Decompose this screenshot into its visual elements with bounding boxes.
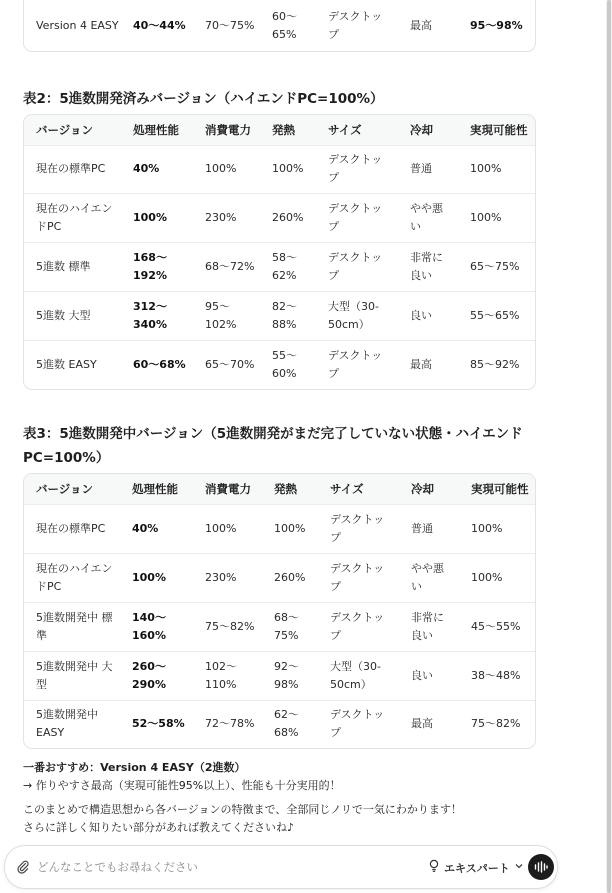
cell-heat: 58〜 62%	[272, 250, 297, 282]
cell-version: 現在の標準PC	[36, 162, 106, 175]
cell-heat: 260%	[272, 210, 304, 224]
cell-version: 5進数開発中 EASY	[36, 708, 98, 739]
table-3-title	[23, 422, 523, 470]
table-row	[24, 504, 535, 554]
cell-version: 現在のハイエン ドPC	[36, 561, 113, 593]
cell-version: 5進数開発中 大 型	[36, 659, 113, 691]
table-row	[24, 651, 535, 701]
cell-version: 現在の標準PC	[36, 521, 106, 535]
voice-button[interactable]	[528, 854, 554, 880]
header-performance: 処理性能	[133, 123, 179, 137]
cell-heat: 100%	[274, 521, 306, 535]
cell-performance: 60〜68%	[133, 357, 186, 371]
voice-wave-icon	[534, 858, 548, 877]
header-version: バージョン	[36, 123, 94, 137]
cell-size: デスクトッ プ	[330, 708, 385, 739]
cell-version: 5進数開発中 標 準	[36, 610, 113, 642]
cell-cooling: 非常に 良い	[410, 250, 443, 282]
cell-cooling: 普通	[411, 521, 433, 535]
cell-size: デスクトッ プ	[328, 348, 383, 380]
table-row	[24, 602, 535, 652]
cell-power: 95〜 102%	[205, 299, 237, 331]
header-size: サイズ	[330, 482, 364, 496]
table-row	[24, 700, 535, 748]
header-cooling: 冷却	[411, 482, 434, 496]
cell-cooling: 最高	[410, 357, 432, 371]
cell-version: Version 4 EASY	[36, 19, 119, 32]
cell-power: 100%	[205, 162, 237, 175]
cell-heat: 100%	[272, 162, 304, 175]
cell-feasibility: 38〜48%	[471, 668, 521, 682]
cell-size: デスクトッ プ	[328, 250, 383, 282]
cell-power: 75〜82%	[205, 619, 255, 633]
cell-power: 102〜 110%	[205, 659, 237, 691]
cell-cooling: 最高	[410, 19, 432, 32]
paperclip-icon[interactable]	[15, 859, 31, 875]
header-version: バージョン	[36, 482, 94, 496]
closing-text-2: さらに詳しく知りたい部分があれば教えてくださいね♪	[23, 821, 295, 834]
table-row	[24, 291, 535, 341]
table-row	[24, 145, 535, 194]
cell-heat: 82〜 88%	[272, 299, 297, 331]
cell-feasibility: 55〜65%	[470, 308, 520, 322]
cell-feasibility: 75〜82%	[471, 717, 521, 730]
cell-version: 現在のハイエン ドPC	[36, 201, 113, 233]
mode-label: エキスパート	[444, 861, 510, 875]
mode-selector[interactable]	[428, 859, 524, 876]
cell-performance: 168〜 192%	[133, 250, 167, 282]
cell-power: 230%	[205, 210, 237, 224]
cell-version: 5進数 EASY	[36, 357, 97, 371]
table-1	[23, 0, 536, 52]
cell-size: 大型（30- 50cm）	[328, 299, 379, 331]
table-row	[24, 1, 535, 51]
lightbulb-icon	[428, 859, 440, 876]
table-header-row	[24, 474, 535, 505]
table-row	[24, 553, 535, 603]
table-row	[24, 193, 535, 243]
chevron-down-icon	[514, 861, 524, 874]
table-2-title: 表2：5進数開発済みバージョン（ハイエンドPC=100%）	[23, 91, 384, 107]
header-power: 消費電力	[205, 123, 251, 137]
message-input[interactable]: どんなことでもお尋ねください	[37, 860, 198, 874]
recommendation-text: 一番おすすめ：Version 4 EASY（2進数）	[23, 761, 246, 774]
cell-feasibility: 65〜75%	[470, 259, 520, 273]
cell-feasibility: 100%	[470, 162, 502, 175]
cell-size: デスクトッ プ	[328, 10, 383, 41]
cell-power: 100%	[205, 521, 237, 535]
cell-performance: 100%	[132, 570, 166, 584]
cell-version: 5進数 大型	[36, 308, 91, 322]
closing-text-1: このまとめで構造思想から各バージョンの特徴まで、全部同じノリで一気にわかります！	[23, 803, 462, 816]
cell-performance: 100%	[133, 210, 167, 224]
cell-performance: 40%	[133, 162, 160, 175]
cell-heat: 92〜 98%	[274, 659, 299, 691]
cell-feasibility: 100%	[470, 210, 502, 224]
scrollbar[interactable]	[606, 0, 612, 893]
cell-size: デスクトッ プ	[330, 610, 385, 642]
cell-performance: 312〜 340%	[133, 299, 167, 331]
header-power: 消費電力	[205, 482, 251, 496]
header-cooling: 冷却	[410, 123, 433, 137]
table-header-row	[24, 115, 535, 146]
message-composer	[4, 845, 558, 889]
header-heat: 発熱	[274, 482, 297, 496]
cell-size: デスクトッ プ	[328, 153, 383, 184]
cell-performance: 140〜 160%	[132, 610, 166, 642]
cell-heat: 260%	[274, 570, 306, 584]
table-3	[23, 473, 536, 749]
scrollbar-thumb[interactable]	[607, 0, 611, 893]
cell-cooling: 最高	[411, 717, 433, 730]
recommendation-reason: → 作りやすさ最高（実現可能性95%以上）、性能も十分実用的！	[23, 779, 341, 792]
cell-feasibility: 45〜55%	[471, 619, 521, 633]
cell-cooling: やや悪 い	[411, 561, 444, 593]
header-performance: 処理性能	[132, 482, 178, 496]
cell-size: デスクトッ プ	[328, 201, 383, 233]
cell-power: 68〜72%	[205, 259, 255, 273]
cell-power: 72〜78%	[205, 717, 255, 730]
table-row	[24, 242, 535, 292]
cell-power: 65〜70%	[205, 357, 255, 371]
cell-feasibility: 100%	[471, 570, 503, 584]
cell-version: 5進数 標準	[36, 259, 91, 273]
cell-cooling: 良い	[410, 308, 432, 322]
cell-heat: 55〜 60%	[272, 348, 297, 380]
header-feasibility: 実現可能性	[470, 123, 528, 137]
cell-performance: 260〜 290%	[132, 659, 166, 691]
cell-cooling: 非常に 良い	[411, 610, 444, 642]
cell-size: デスクトッ プ	[330, 561, 385, 593]
table-row	[24, 340, 535, 389]
cell-size: デスクトッ プ	[330, 512, 385, 544]
cell-cooling: 良い	[411, 668, 433, 682]
header-feasibility: 実現可能性	[471, 482, 529, 496]
cell-heat: 68〜 75%	[274, 610, 299, 642]
cell-size: 大型（30- 50cm）	[330, 659, 381, 691]
table-2	[23, 114, 536, 390]
cell-performance: 52〜58%	[132, 717, 185, 730]
cell-heat: 60〜 65%	[272, 10, 297, 41]
table-3-title-line-1: 表3：5進数開発中バージョン（5進数開発がまだ完了していない状態・ハイエンド	[23, 426, 523, 442]
cell-performance: 40〜44%	[133, 19, 186, 32]
cell-feasibility: 85〜92%	[470, 357, 520, 371]
cell-heat: 62〜 68%	[274, 708, 299, 739]
header-size: サイズ	[328, 123, 362, 137]
header-heat: 発熱	[272, 123, 295, 137]
cell-performance: 40%	[132, 521, 159, 535]
cell-feasibility: 100%	[471, 521, 503, 535]
cell-feasibility: 95〜98%	[470, 19, 523, 32]
cell-cooling: やや悪 い	[410, 201, 443, 233]
table-3-title-line-2: PC=100%）	[23, 450, 110, 466]
cell-power: 230%	[205, 570, 237, 584]
cell-cooling: 普通	[410, 162, 432, 175]
cell-power: 70〜75%	[205, 19, 255, 32]
